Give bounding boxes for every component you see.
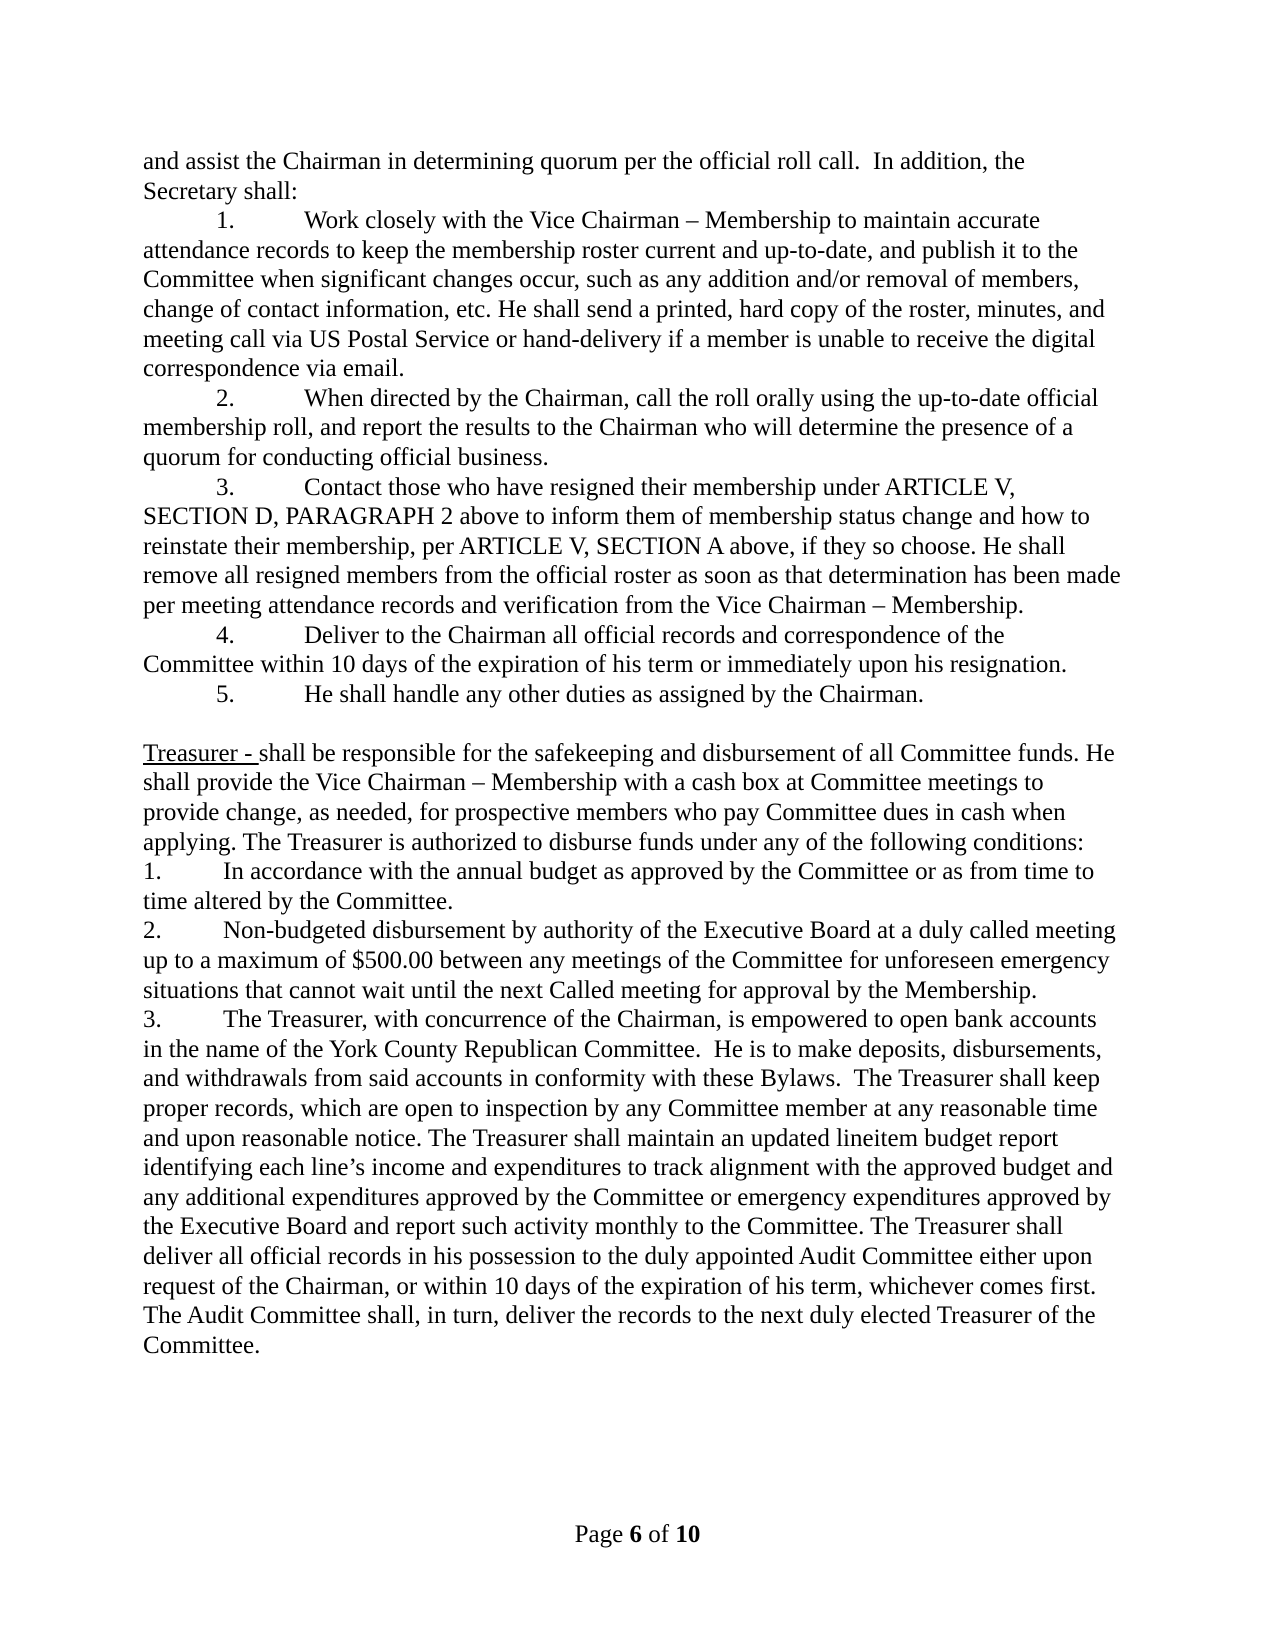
paragraph-text: The Treasurer, with concurrence of the Chairman, is empowered to open bank accounts in the name of the York County Republican Committee. He is to make deposits, disbursements, and withdrawals from said accounts in conformity with these Bylaws. The Treasurer shall keep proper records, which are open to inspection by any Committee member at any reasonable time and upon reasonable notice. The Treasurer shall maintain an updated lineitem budget report identifying each line’s income and expenditures to track alignment with the approved budget and any additional expenditures approved by the Committee or emergency expenditures approved by the Executive Board and report such activity monthly to the Committee. The Treasurer shall deliver all official records in his possession to the duly appointed Audit Committee either upon request of the Chairman, or within 10 days of the expiration of his term, whichever comes first. The Audit Committee shall, in turn, deliver the records to the next duly elected Treasurer of the Committee. bbox=[143, 1006, 1120, 1359]
footer-page-middle: of bbox=[642, 1521, 676, 1548]
list-number: 2. bbox=[216, 384, 235, 412]
list-item bbox=[143, 916, 1121, 1005]
list-number: 3. bbox=[216, 473, 235, 501]
list-item bbox=[143, 857, 1121, 916]
list-number: 1. bbox=[216, 207, 235, 235]
list-item bbox=[143, 1005, 1121, 1360]
paragraph-text: Contact those who have resigned their membership under ARTICLE V, SECTION D, PARAGRAPH 2 above to inform them of membership status change and how to reinstate their membership, per ARTICLE V, SECTION A above, if they so choose. He shall remove all resigned members from the official roster as soon as that determination has been made per meeting attendance records and verification from the Vice Chairman – Membership. bbox=[143, 473, 1127, 619]
footer-page-prefix: Page bbox=[574, 1521, 630, 1548]
list-item bbox=[143, 621, 1121, 680]
paragraph-text: and assist the Chairman in determining quorum per the official roll call. In addition, the Secretary shall: bbox=[143, 148, 1032, 205]
paragraph-text: Work closely with the Vice Chairman – Membership to maintain accurate attendance records to keep the membership roster current and up-to-date, and publish it to the Committee when significant changes occur, such as any addition and/or removal of members, change of contact information, etc. He shall send a printed, hard copy of the roster, minutes, and meeting call via US Postal Service or hand-delivery if a member is unable to receive the digital correspondence via email. bbox=[143, 207, 1112, 383]
page-footer bbox=[0, 1520, 1275, 1550]
document-body bbox=[143, 147, 1127, 1360]
paragraph bbox=[143, 739, 1121, 857]
list-number: 2. bbox=[143, 917, 162, 945]
paragraph bbox=[143, 147, 1121, 206]
list-number: 5. bbox=[216, 680, 235, 708]
paragraph-spacer bbox=[143, 709, 1121, 739]
list-item bbox=[143, 206, 1121, 384]
paragraph-text: In accordance with the annual budget as approved by the Committee or as from time to time altered by the Committee. bbox=[143, 858, 1101, 915]
paragraph-text: Deliver to the Chairman all official records and correspondence of the Committee within 10 days of the expiration of his term or immediately upon his resignation. bbox=[143, 621, 1068, 679]
paragraph-text: When directed by the Chairman, call the roll orally using the up-to-date official membership roll, and report the results to the Chairman who will determine the presence of a quorum for conducting official business. bbox=[143, 384, 1105, 471]
list-item bbox=[143, 384, 1121, 473]
list-item bbox=[143, 680, 1121, 710]
list-item bbox=[143, 473, 1127, 621]
treasurer-heading: Treasurer - bbox=[143, 739, 259, 767]
list-number: 4. bbox=[216, 621, 235, 649]
footer-page-number: 6 bbox=[629, 1521, 643, 1548]
list-number: 1. bbox=[143, 858, 162, 886]
paragraph-text: Non-budgeted disbursement by authority of the Executive Board at a duly called meeting up to a maximum of $500.00 between any meetings of the Committee for unforeseen emergency situations that cannot wait until the next Called meeting for approval by the Membership. bbox=[143, 917, 1123, 1004]
paragraph-text: He shall handle any other duties as assigned by the Chairman. bbox=[304, 680, 924, 708]
footer-page-total: 10 bbox=[675, 1521, 701, 1548]
list-number: 3. bbox=[143, 1006, 162, 1034]
paragraph-text: shall be responsible for the safekeeping and disbursement of all Committee funds. He shall provide the Vice Chairman – Membership with a cash box at Committee meetings to provide change, as needed, for prospective members who pay Committee dues in cash when applying. The Treasurer is authorized to disburse funds under any of the following conditions: bbox=[143, 739, 1121, 856]
